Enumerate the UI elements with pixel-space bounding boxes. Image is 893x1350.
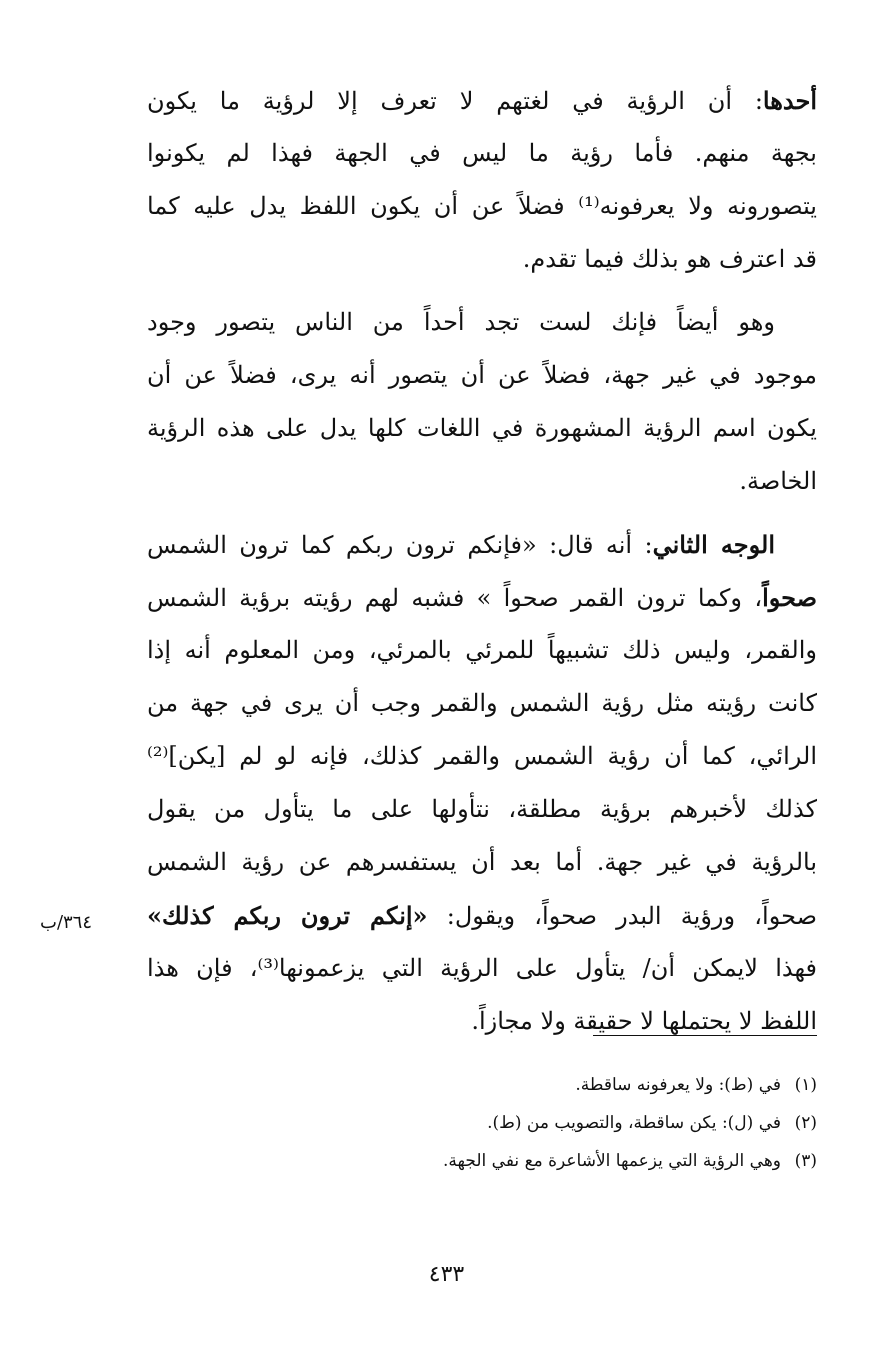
text-line: صحواً، وكما ترون القمر صحواً » فشبه لهم رؤيته برؤية الشمس	[147, 583, 817, 612]
footnote-number: (٢)	[794, 1113, 817, 1133]
footnotes	[257, 1066, 817, 1180]
footnote-item	[257, 1066, 817, 1104]
text-line: يكون اسم الرؤية المشهورة في اللغات كلها يدل على هذه الرؤية	[147, 414, 817, 442]
bold-word: صحواً	[762, 583, 817, 612]
footnote-text: وهي الرؤية التي يزعمها الأشاعرة مع نفي الجهة.	[443, 1151, 781, 1171]
manuscript-folio-note: ٣٦٤/ب	[40, 912, 93, 933]
heading-word: الوجه الثاني	[652, 530, 776, 559]
paragraph-3	[147, 518, 817, 1048]
text-line: الرائي، كما أن رؤية الشمس والقمر كذلك، فإنه لو لم [يكن]⁽²⁾	[147, 742, 817, 770]
heading-word: أحدها	[762, 86, 817, 115]
footnote-text: في (ط): ولا يعرفونه ساقطة.	[575, 1075, 781, 1095]
text-line: أحدها: أن الرؤية في لغتهم لا تعرف إلا لرؤية ما يكون	[147, 86, 817, 115]
text-line: اللفظ لا يحتملها لا حقيقة ولا مجازاً.	[471, 1007, 817, 1035]
text-line: الخاصة.	[739, 467, 817, 495]
text-line: صحواً، ورؤية البدر صحواً، ويقول: «إنكم ترون ربكم كذلك»	[147, 901, 817, 930]
paragraph-1	[147, 74, 817, 286]
main-text	[147, 74, 817, 1048]
text-line: وهو أيضاً فإنك لست تجد أحداً من الناس يتصور وجود	[147, 308, 775, 336]
footnote-item	[257, 1142, 817, 1180]
footnote-text: في (ل): يكن ساقطة، والتصويب من (ط).	[487, 1113, 781, 1133]
page-number: ٤٣٣	[428, 1262, 465, 1287]
footnote-number: (١)	[794, 1075, 817, 1095]
text-line: والقمر، وليس ذلك تشبيهاً للمرئي بالمرئي، ومن المعلوم أنه إذا	[147, 636, 817, 664]
quoted-hadith: «إنكم ترون ربكم كذلك»	[147, 901, 428, 930]
footnote-item	[257, 1104, 817, 1142]
text-line: كذلك لأخبرهم برؤية مطلقة، نتأولها على ما يتأول من يقول	[147, 795, 817, 823]
text-line: كانت رؤيته مثل رؤية الشمس والقمر وجب أن يرى في جهة من	[147, 689, 817, 717]
paragraph-2	[147, 296, 817, 508]
text-line: موجود في غير جهة، فضلاً عن أن يتصور أنه يرى، فضلاً عن أن	[147, 361, 817, 389]
footnote-number: (٣)	[794, 1151, 817, 1171]
text-line: بجهة منهم. فأما رؤية ما ليس في الجهة فهذا لم يكونوا	[147, 139, 817, 167]
footnote-divider	[593, 1035, 817, 1036]
text-line: الوجه الثاني: أنه قال: «فإنكم ترون ربكم كما ترون الشمس	[147, 530, 776, 559]
text-line: يتصورونه ولا يعرفونه⁽¹⁾ فضلاً عن أن يكون اللفظ يدل عليه كما	[147, 192, 817, 220]
text-line: بالرؤية في غير جهة. أما بعد أن يستفسرهم عن رؤية الشمس	[147, 848, 817, 876]
text-line: قد اعترف هو بذلك فيما تقدم.	[522, 245, 817, 273]
text-line: فهذا لايمكن أن/ يتأول على الرؤية التي يزعمونها⁽³⁾، فإن هذا	[147, 954, 817, 982]
